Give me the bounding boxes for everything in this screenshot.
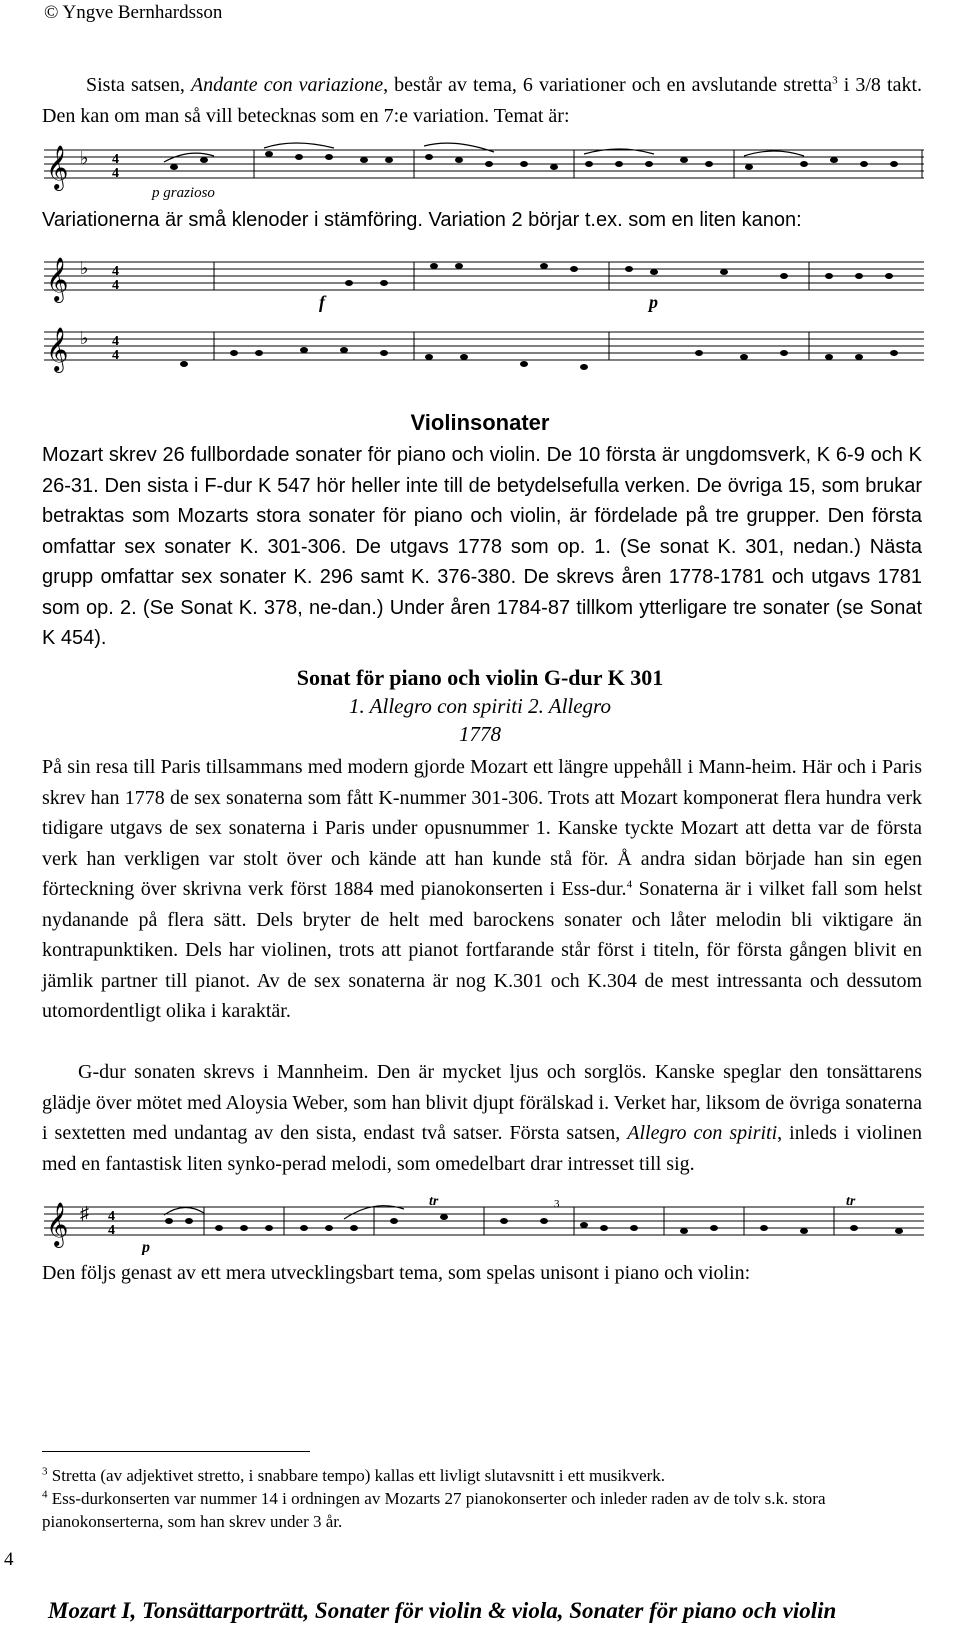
trill-marking-1: tr (429, 1195, 439, 1209)
dynamic-piano-ex3: p (142, 1239, 150, 1255)
svg-text:𝄞: 𝄞 (46, 257, 69, 301)
movements-line: 1. Allegro con spiriti 2. Allegro (349, 694, 611, 718)
svg-text:4: 4 (108, 1223, 115, 1238)
sonata-text-b: Sonaterna är i vilket fall som helst nydanande på flera sätt. Dels bryter de helt med barockens sonater och låter melodin bli viktigare än kontrapunktiken. Dels har violinen, trots att pianot fortfarande står först i titeln, för första gången blivit en jämlik partner till pianot. Av de sex sonaterna är nog K.301 och K.304 de mest intressanta och dessutom utomordentligt olika i karaktär. (42, 878, 922, 1022)
footnote-text: Ess-durkonserten var nummer 14 i ordningen av Mozarts 27 pianokonserter och inleder raden av de tolv s.k. stora pianokonserterna, som han skrev under 3 år. (42, 1489, 826, 1531)
footnote-ref-4[interactable]: 4 (626, 878, 633, 891)
intro-text-b: , består av tema, 6 variationer och en avslutande stretta (383, 74, 833, 96)
music-example-k301 (44, 1195, 924, 1255)
page-number: 4 (4, 1549, 14, 1570)
sonata-paragraph-1 (42, 752, 922, 1027)
sonata-p2-text-b: , inleds i violinen med en fantastisk liten synko-perad melodi, som omedelbart drar intresset till sig. (42, 1122, 922, 1175)
svg-text:♭: ♭ (80, 328, 89, 348)
sonata-title: Sonat för piano och violin G-dur K 301 (296, 665, 664, 690)
svg-text:4: 4 (112, 348, 119, 363)
footnote-number: 4 (42, 1488, 48, 1501)
intro-italic: Andante con variazione (190, 74, 384, 96)
sonata-p2-italic: Allegro con spiriti (627, 1122, 778, 1144)
intro-text-c: i 3/8 takt. Den kan om man så vill betecknas som en 7:e variation. Temat är: (42, 74, 922, 127)
footnote-ref-3[interactable]: 3 (832, 74, 838, 87)
svg-text:4: 4 (108, 1209, 115, 1224)
sonata-paragraph-2 (42, 1057, 922, 1179)
trill-marking-2: tr (846, 1195, 856, 1209)
sonata-p2-text-a: G-dur sonaten skrevs i Mannheim. Den är mycket ljus och sorglös. Kanske speglar den tonsättarens glädje över mötet med Aloysia Weber, som han blivit djupt förälskad i. Verket har, liksom de övriga sonaterna i sextetten med undantag av den sista, endast två satser. Första satsen, (42, 1061, 922, 1144)
dynamic-forte: f (319, 292, 325, 312)
violinsonater-paragraph: Mozart skrev 26 fullbordade sonater för piano och violin. De 10 första är ungdomsverk, K 6-9 och K 26-31. Den sista i F-dur K 547 hör heller inte till de betydelsefulla verken. De övriga 15, som brukar betraktas som Mozarts stora sonater för piano och violin, är fördelade på tre grupper. Den första omfattar sex sonater K. 301-306. De utgavs 1778 som op. 1. (Se sonat K. 301, nedan.) Nästa grupp omfattar sex sonater K. 296 samt K. 376-380. De skrevs åren 1778-1781 och utgavs 1781 som op. 2. (Se Sonat K. 378, ne-dan.) Under åren 1784-87 tillkom ytterligare tre sonater (se Sonat K 454). (42, 444, 922, 649)
svg-text:4: 4 (112, 264, 119, 279)
music-example-canon (44, 250, 924, 390)
closing-paragraph: Den följs genast av ett mera utvecklingsbart tema, som spelas unisont i piano och violin: (42, 1262, 751, 1284)
intro-paragraph (42, 70, 922, 131)
footnote-number: 3 (42, 1465, 48, 1478)
svg-text:𝄞: 𝄞 (46, 1202, 69, 1246)
variation-paragraph: Variationerna är små klenoder i stämföring. Variation 2 börjar t.ex. som en liten kanon: (42, 209, 802, 231)
year-line: 1778 (459, 722, 501, 746)
running-footer: Mozart I, Tonsättarporträtt, Sonater för violin & viola, Sonater för piano och violin (48, 1598, 837, 1623)
dynamic-piano: p (649, 292, 658, 312)
svg-text:𝄞: 𝄞 (46, 327, 69, 371)
music-example-theme (44, 140, 924, 202)
footnote-3 (42, 1464, 942, 1487)
footnote-text: Stretta (av adjektivet stretto, i snabbare tempo) kallas ett livligt slutavsnitt i ett musikverk. (51, 1466, 666, 1485)
triplet-marking: 3 (554, 1198, 560, 1210)
svg-text:♭: ♭ (80, 148, 89, 168)
svg-text:4: 4 (112, 278, 119, 293)
dynamic-marking: p grazioso (152, 185, 215, 201)
section-heading-violinsonater: Violinsonater (410, 410, 550, 435)
svg-text:4: 4 (112, 334, 119, 349)
copyright-notice: © Yngve Bernhardsson (44, 2, 223, 23)
svg-text:4: 4 (112, 152, 119, 167)
footnote-divider (42, 1451, 310, 1452)
svg-text:♭: ♭ (80, 258, 89, 278)
sonata-text-a: På sin resa till Paris tillsammans med modern gjorde Mozart ett längre uppehåll i Mann-heim. Här och i Paris skrev han 1778 de sex sonaterna som fått K-nummer 301-306. Trots att Mozart komponerat flera hundra verk tidigare utgavs de sex sonaterna i Paris under opusnummer 1. Kanske tyckte Mozart att detta var de första verk han verkligen var stolt över och kände att han kunde stå för. Å andra sidan började han sin egen förteckning över skrivna verk först 1884 med pianokonserten i Ess-dur. (42, 756, 922, 900)
intro-text-a: Sista satsen, (86, 74, 191, 96)
footnote-4 (42, 1487, 942, 1533)
svg-text:𝄞: 𝄞 (46, 145, 69, 189)
svg-text:♯: ♯ (80, 1203, 89, 1223)
svg-text:4: 4 (112, 166, 119, 181)
